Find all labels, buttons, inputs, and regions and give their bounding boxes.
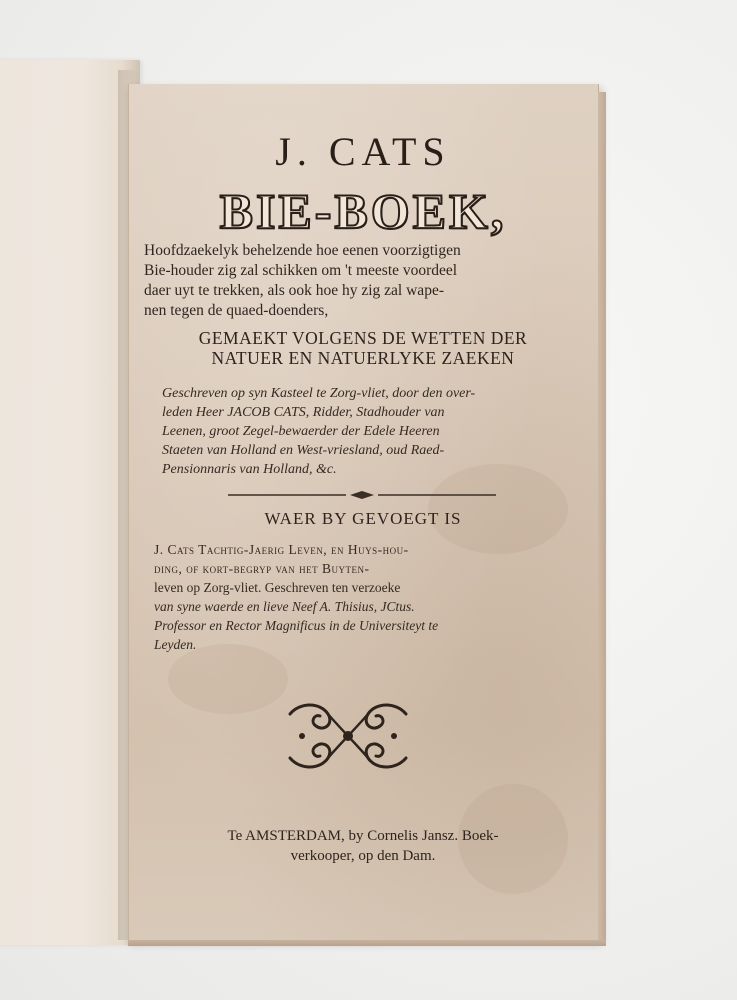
- waer-heading: WAER BY GEVOEGT IS: [264, 509, 462, 528]
- gemaekt-line: GEMAEKT VOLGENS DE WETTEN DER: [198, 328, 528, 348]
- subtitle-line: daer uyt te trekken, als ook hoe hy zig zal wape-: [144, 282, 444, 299]
- decorative-rule: [228, 490, 496, 500]
- imprint-block: [128, 826, 598, 866]
- printers-ornament: [280, 696, 416, 776]
- imprint-line: Te AMSTERDAM, by Cornelis Jansz. Boek-: [227, 828, 499, 844]
- gemaekt-block: [128, 328, 598, 368]
- geschreven-block: [162, 384, 572, 479]
- page-edge: [598, 92, 606, 942]
- subtitle-line: Hoofdzaekelyk behelzende hoe eenen voorzigtigen: [144, 242, 461, 259]
- leven-line: ding, of kort-begryp van het Buyten-: [154, 561, 370, 576]
- leven-block: [154, 540, 584, 654]
- book-title: BIE-BOEK,: [219, 183, 507, 239]
- gemaekt-line: NATUER EN NATUERLYKE ZAEKEN: [211, 348, 515, 368]
- author-heading: J. CATS: [275, 129, 451, 174]
- page-bottom-edge: [128, 940, 606, 946]
- pencil-mark: [10, 92, 50, 102]
- leven-line: Leyden.: [154, 637, 197, 652]
- leven-line: van syne waerde en lieve Neef A. Thisius, JCtus.: [154, 599, 415, 614]
- leven-line: J. Cats Tachtig-Jaerig Leven, en Huys-hou-: [154, 542, 409, 557]
- subtitle-line: nen tegen de quaed-doenders,: [144, 302, 329, 319]
- geschreven-line: Leenen, groot Zegel-bewaerder der Edele Heeren: [162, 424, 440, 439]
- title-page: [128, 84, 599, 940]
- subtitle-block: [144, 241, 584, 321]
- paper-stain: [168, 644, 288, 714]
- imprint-line: verkooper, op den Dam.: [290, 848, 436, 864]
- geschreven-line: leden Heer JACOB CATS, Ridder, Stadhouder van: [162, 405, 445, 420]
- geschreven-line: Geschreven op syn Kasteel te Zorg-vliet, door den over-: [162, 386, 476, 401]
- subtitle-line: Bie-houder zig zal schikken om 't meeste voordeel: [144, 262, 458, 279]
- geschreven-line: Pensionnaris van Holland, &c.: [162, 462, 337, 477]
- geschreven-line: Staeten van Holland en West-vriesland, oud Raed-: [162, 443, 445, 458]
- leven-line: Professor en Rector Magnificus in de Universiteyt te: [154, 618, 439, 633]
- leven-line: leven op Zorg-vliet. Geschreven ten verzoeke: [154, 580, 401, 595]
